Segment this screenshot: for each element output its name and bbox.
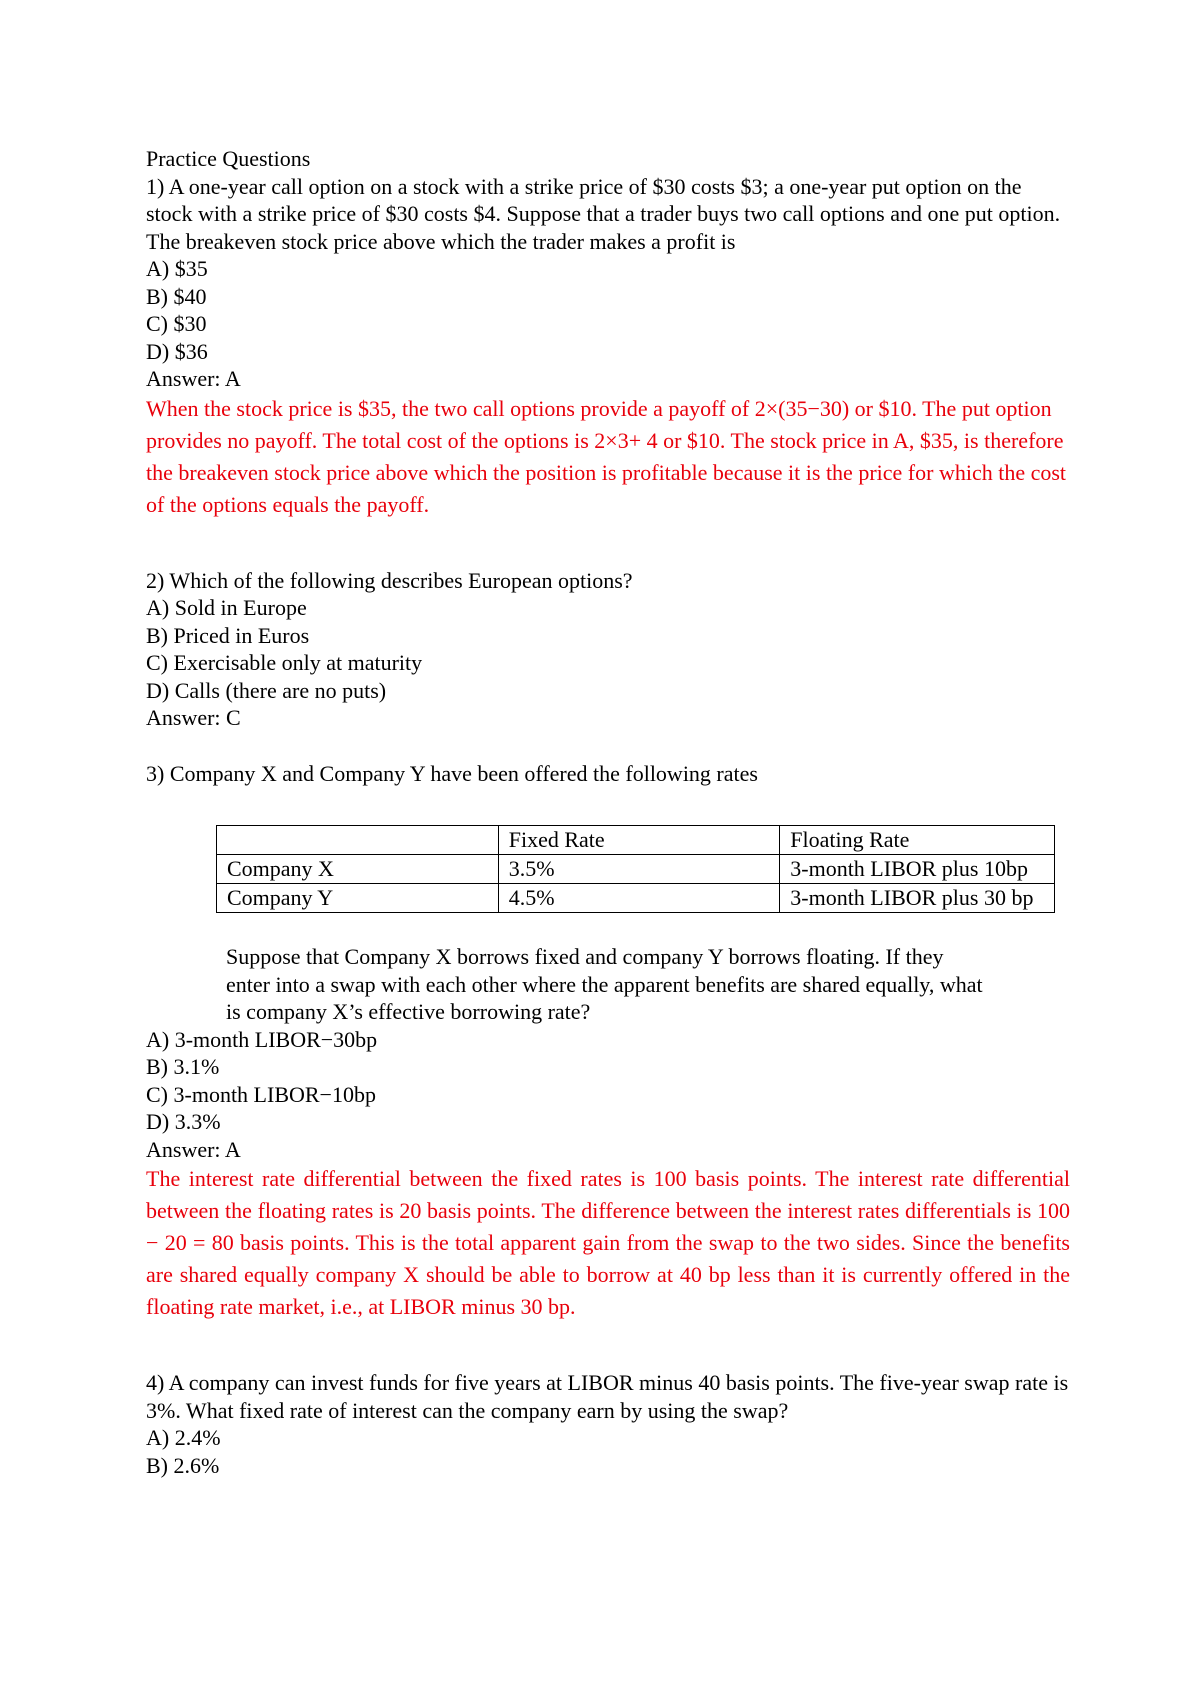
question-2-text: 2) Which of the following describes European options?	[146, 567, 633, 593]
q2-option-d: D) Calls (there are no puts)	[146, 677, 387, 703]
q3-option-b: B) 3.1%	[146, 1054, 220, 1079]
table-header-cell: Fixed Rate	[498, 826, 780, 855]
q2-answer: Answer: C	[146, 705, 241, 730]
q3-explanation: The interest rate differential between the fixed rates is 100 basis points. The interest rate differential between the floating rates is 20 basis points. The difference between the interest rates differentials is 100 − 20 = 80 basis points. This is the total apparent gain from the swap to the two sides. Since the benefits are shared equally company X should be able to borrow at 40 bp less than it is currently offered in the floating rate market, i.e., at LIBOR minus 30 bp.	[146, 1166, 1070, 1319]
q1-explanation: When the stock price is $35, the two call options provide a payoff of 2×(35−30) or $10. The put option provides no payoff. The total cost of the options is 2×3+ 4 or $10. The stock price in A, $35, is therefore the breakeven stock price above which the position is profitable because it is the price for which the cost of the options equals the payoff.	[146, 395, 1067, 517]
table-cell: 3-month LIBOR plus 10bp	[780, 855, 1055, 884]
table-header-cell: Floating Rate	[780, 826, 1055, 855]
spacer	[146, 521, 1070, 567]
question-3-text: 3) Company X and Company Y have been offered the following rates	[146, 760, 758, 786]
spacer	[146, 732, 1070, 760]
question-4-text: 4) A company can invest funds for five years at LIBOR minus 40 basis points. The five-year swap rate is 3%. What fixed rate of interest can the company earn by using the swap?	[146, 1370, 1069, 1423]
rates-table	[216, 825, 1055, 913]
q2-option-b: B) Priced in Euros	[146, 622, 310, 648]
table-cell: 3.5%	[498, 855, 780, 884]
table-cell: Company Y	[217, 884, 499, 913]
q1-option-c: C) $30	[146, 311, 207, 336]
q3-option-a: A) 3-month LIBOR−30bp	[146, 1026, 378, 1052]
page-title: Practice Questions	[146, 146, 311, 171]
q4-option-b: B) 2.6%	[146, 1452, 220, 1478]
table-row	[217, 855, 1055, 884]
q3-option-d: D) 3.3%	[146, 1109, 221, 1134]
table-cell: Company X	[217, 855, 499, 884]
q1-option-a: A) $35	[146, 256, 208, 281]
q4-option-a: A) 2.4%	[146, 1425, 221, 1450]
question-1-text: 1) A one-year call option on a stock with a strike price of $30 costs $3; a one-year put option on the stock with a strike price of $30 costs $4. Suppose that a trader buys two call options and one put option. The breakeven stock price above which the trader makes a profit is	[146, 173, 1061, 254]
q3-option-c: C) 3-month LIBOR−10bp	[146, 1081, 376, 1107]
q1-answer: Answer: A	[146, 366, 241, 391]
table-row	[217, 884, 1055, 913]
table-cell: 3-month LIBOR plus 30 bp	[780, 884, 1055, 913]
q3-scenario: Suppose that Company X borrows fixed and company Y borrows floating. If they enter into a swap with each other where the apparent benefits are shared equally, what is company X’s effective borrowing rate?	[226, 944, 983, 1024]
q1-option-b: B) $40	[146, 283, 207, 309]
table-header-cell	[217, 826, 499, 855]
q2-option-c: C) Exercisable only at maturity	[146, 650, 423, 675]
q2-option-a: A) Sold in Europe	[146, 595, 307, 620]
q1-option-d: D) $36	[146, 338, 208, 364]
table-cell: 4.5%	[498, 884, 780, 913]
table-header-row	[217, 826, 1055, 855]
q3-answer: Answer: A	[146, 1136, 241, 1162]
spacer	[146, 1323, 1070, 1369]
